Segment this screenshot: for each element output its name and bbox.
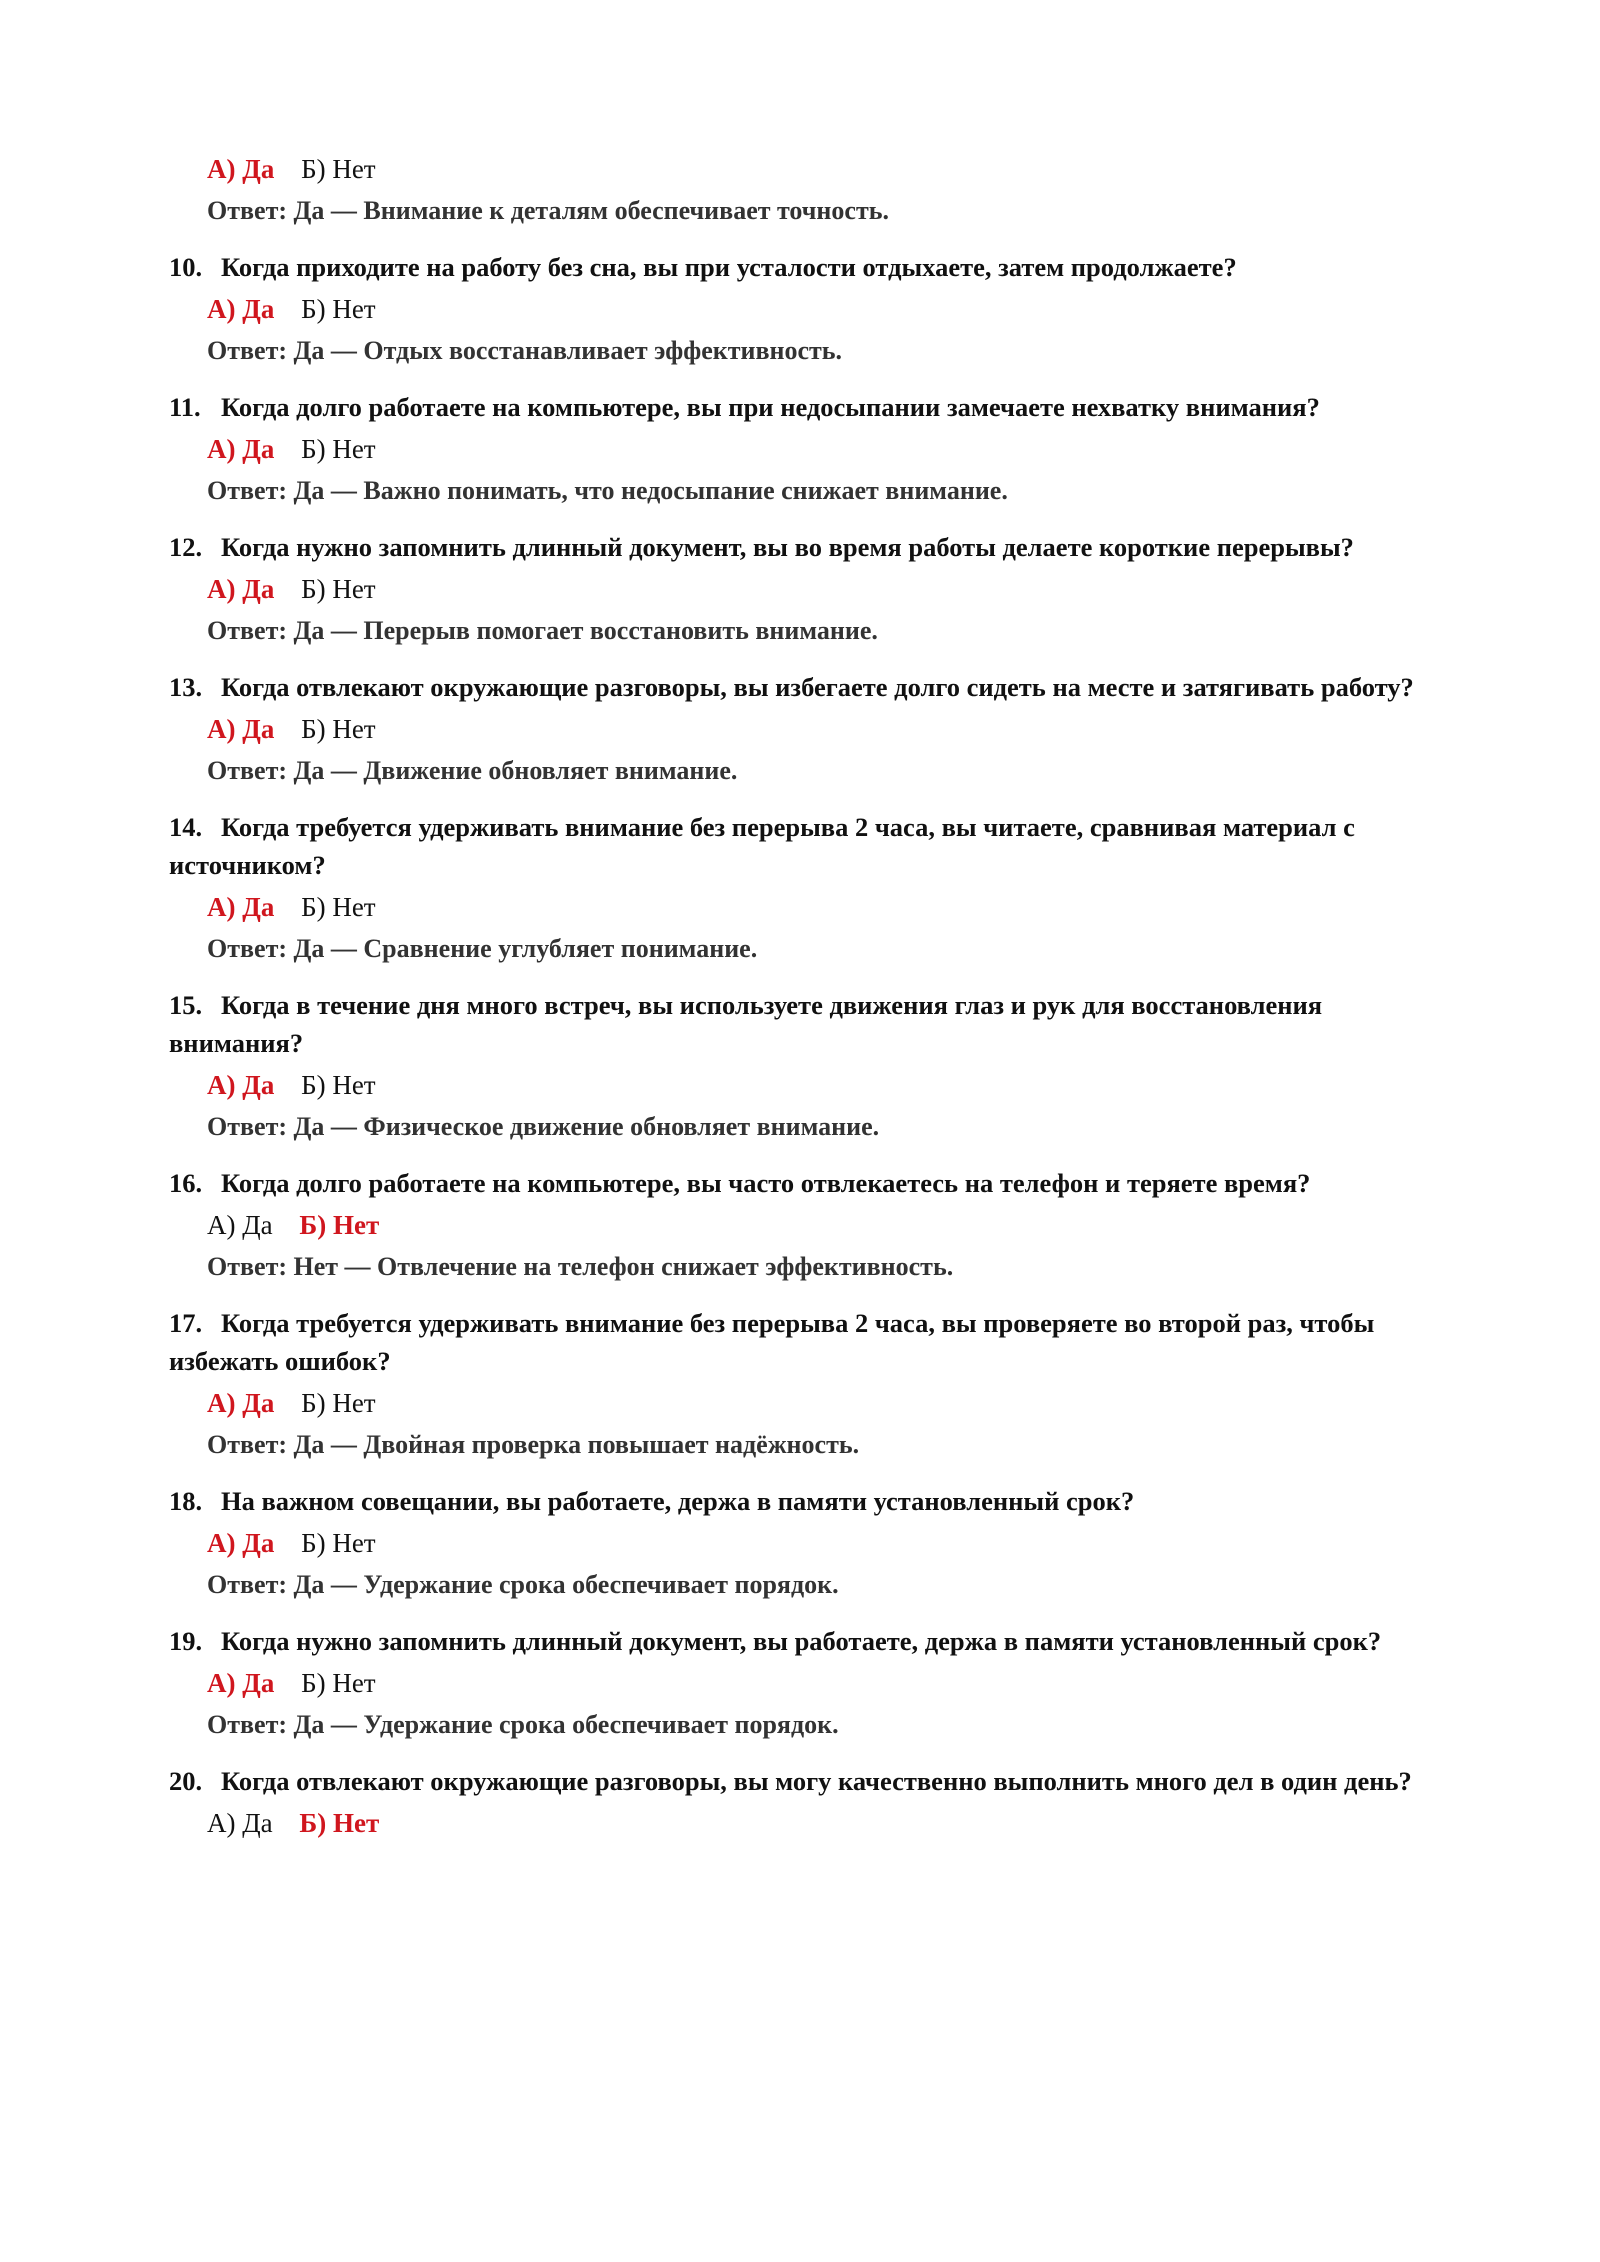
answer-text: Ответ: Да — Перерыв помогает восстановить внимание. <box>207 616 878 645</box>
question-text-row <box>169 528 1439 566</box>
answer-text: Ответ: Да — Отдых восстанавливает эффективность. <box>207 336 843 365</box>
question-number: 10. <box>169 252 203 282</box>
option-b[interactable]: Б) Нет <box>301 1528 376 1558</box>
question-block <box>169 808 1439 970</box>
question-number: 20. <box>169 1766 203 1796</box>
question-number: 13. <box>169 672 203 702</box>
answer-text: Ответ: Да — Внимание к деталям обеспечивает точность. <box>207 196 889 225</box>
question-block <box>169 248 1439 372</box>
option-b[interactable]: Б) Нет <box>299 1808 380 1838</box>
options-row <box>207 568 1439 610</box>
question-text-row <box>169 248 1439 286</box>
option-a[interactable]: А) Да <box>207 574 275 604</box>
option-b[interactable]: Б) Нет <box>301 434 376 464</box>
answer-text: Ответ: Да — Движение обновляет внимание. <box>207 756 738 785</box>
answer-text: Ответ: Да — Двойная проверка повышает надёжность. <box>207 1430 860 1459</box>
question-number: 11. <box>169 392 201 422</box>
question-text-row <box>169 388 1439 426</box>
option-a[interactable]: А) Да <box>207 294 275 324</box>
question-number: 19. <box>169 1626 203 1656</box>
question-list <box>169 248 1439 1844</box>
quiz-content <box>169 148 1439 1844</box>
question-text-row <box>169 1304 1439 1380</box>
question-block <box>169 1164 1439 1288</box>
option-a[interactable]: А) Да <box>207 1388 275 1418</box>
option-b[interactable]: Б) Нет <box>301 714 376 744</box>
answer-text: Ответ: Да — Важно понимать, что недосыпание снижает внимание. <box>207 476 1008 505</box>
question-block <box>169 1304 1439 1466</box>
question-text: Когда требуется удерживать внимание без перерыва 2 часа, вы читаете, сравнивая материал с источником? <box>169 812 1355 880</box>
options-row <box>207 1204 1439 1246</box>
option-a[interactable]: А) Да <box>207 1528 275 1558</box>
options-row <box>207 886 1439 928</box>
options-row <box>207 148 1439 190</box>
options-row <box>207 708 1439 750</box>
answer-text: Ответ: Да — Удержание срока обеспечивает порядок. <box>207 1570 839 1599</box>
question-text: Когда требуется удерживать внимание без перерыва 2 часа, вы проверяете во второй раз, чтобы избежать ошибок? <box>169 1308 1375 1376</box>
question-text: Когда отвлекают окружающие разговоры, вы могу качественно выполнить много дел в один день? <box>221 1766 1412 1796</box>
question-block <box>169 668 1439 792</box>
question-text: Когда нужно запомнить длинный документ, вы работаете, держа в памяти установленный срок? <box>221 1626 1382 1656</box>
question-block <box>169 388 1439 512</box>
option-a[interactable]: А) Да <box>207 1210 273 1240</box>
question-text: Когда нужно запомнить длинный документ, вы во время работы делаете короткие перерывы? <box>221 532 1354 562</box>
options-row <box>207 288 1439 330</box>
options-row <box>207 428 1439 470</box>
question-text: Когда долго работаете на компьютере, вы при недосыпании замечаете нехватку внимания? <box>221 392 1320 422</box>
question-block <box>169 528 1439 652</box>
option-b[interactable]: Б) Нет <box>301 294 376 324</box>
question-number: 14. <box>169 812 203 842</box>
option-b[interactable]: Б) Нет <box>301 154 376 184</box>
option-a[interactable]: А) Да <box>207 434 275 464</box>
question-number: 15. <box>169 990 203 1020</box>
answer-text: Ответ: Да — Сравнение углубляет понимание. <box>207 934 758 963</box>
option-b[interactable]: Б) Нет <box>301 574 376 604</box>
answer-text: Ответ: Да — Удержание срока обеспечивает порядок. <box>207 1710 839 1739</box>
question-text-row <box>169 1482 1439 1520</box>
option-a[interactable]: А) Да <box>207 154 275 184</box>
options-row <box>207 1522 1439 1564</box>
question-text-row <box>169 1762 1439 1800</box>
option-a[interactable]: А) Да <box>207 1070 275 1100</box>
question-text: Когда отвлекают окружающие разговоры, вы избегаете долго сидеть на месте и затягивать работу? <box>221 672 1414 702</box>
option-a[interactable]: А) Да <box>207 714 275 744</box>
option-a[interactable]: А) Да <box>207 1668 275 1698</box>
question-text-row <box>169 1164 1439 1202</box>
intro-block <box>169 148 1439 232</box>
question-block <box>169 986 1439 1148</box>
options-row <box>207 1382 1439 1424</box>
question-block <box>169 1762 1439 1844</box>
question-text: На важном совещании, вы работаете, держа в памяти установленный срок? <box>221 1486 1135 1516</box>
question-text-row <box>169 808 1439 884</box>
answer-text: Ответ: Да — Физическое движение обновляет внимание. <box>207 1112 880 1141</box>
options-row <box>207 1802 1439 1844</box>
question-text: Когда приходите на работу без сна, вы при усталости отдыхаете, затем продолжаете? <box>221 252 1237 282</box>
question-number: 12. <box>169 532 203 562</box>
question-block <box>169 1622 1439 1746</box>
option-a[interactable]: А) Да <box>207 892 275 922</box>
question-block <box>169 1482 1439 1606</box>
option-b[interactable]: Б) Нет <box>299 1210 380 1240</box>
question-text-row <box>169 1622 1439 1660</box>
option-a[interactable]: А) Да <box>207 1808 273 1838</box>
option-b[interactable]: Б) Нет <box>301 1668 376 1698</box>
option-b[interactable]: Б) Нет <box>301 1070 376 1100</box>
answer-text: Ответ: Нет — Отвлечение на телефон снижает эффективность. <box>207 1252 954 1281</box>
question-number: 17. <box>169 1308 203 1338</box>
options-row <box>207 1064 1439 1106</box>
options-row <box>207 1662 1439 1704</box>
question-text-row <box>169 668 1439 706</box>
option-b[interactable]: Б) Нет <box>301 1388 376 1418</box>
question-number: 16. <box>169 1168 203 1198</box>
question-text: Когда в течение дня много встреч, вы используете движения глаз и рук для восстановления внимания? <box>169 990 1323 1058</box>
option-b[interactable]: Б) Нет <box>301 892 376 922</box>
question-text-row <box>169 986 1439 1062</box>
question-text: Когда долго работаете на компьютере, вы часто отвлекаетесь на телефон и теряете время? <box>221 1168 1311 1198</box>
question-number: 18. <box>169 1486 203 1516</box>
